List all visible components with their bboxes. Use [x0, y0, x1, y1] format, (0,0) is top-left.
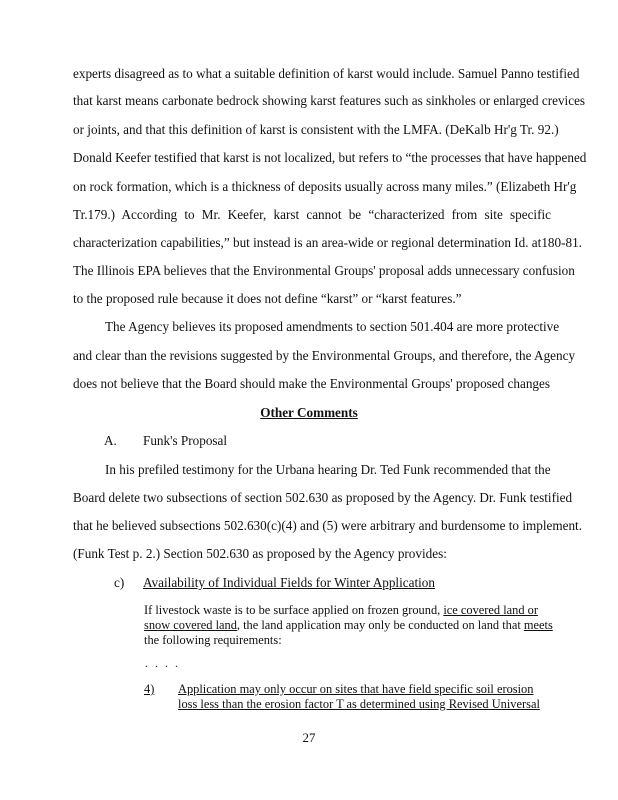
- paragraph-line: (Funk Test p. 2.) Section 502.630 as proposed by the Agency provides:: [73, 546, 447, 561]
- quote-text-underlined: meets: [523, 618, 553, 632]
- section-label: A.: [104, 433, 117, 448]
- quote-text: If livestock waste is to be surface applied on frozen ground,: [144, 603, 444, 617]
- paragraph-line: to the proposed rule because it does not define “karst” or “karst features.”: [73, 291, 462, 306]
- section-title: Funk's Proposal: [143, 433, 228, 448]
- quote-text: , the land application may only be conducted on land that: [236, 618, 524, 632]
- ellipsis: . . . .: [145, 656, 180, 670]
- quote-line: the following requirements:: [144, 633, 282, 647]
- paragraph-line: and clear than the revisions suggested by the Environmental Groups, and therefore, the Agency: [73, 348, 576, 363]
- paragraph-line: does not believe that the Board should make the Environmental Groups' proposed changes: [73, 376, 551, 391]
- paragraph-line: The Agency believes its proposed amendments to section 501.404 are more protective: [105, 319, 560, 334]
- paragraph-line: that karst means carbonate bedrock showing karst features such as sinkholes or enlarged crevices: [73, 93, 586, 108]
- paragraph-line: In his prefiled testimony for the Urbana hearing Dr. Ted Funk recommended that the: [105, 462, 551, 477]
- subsection-title: Availability of Individual Fields for Winter Application: [143, 575, 435, 590]
- paragraph-line: characterization capabilities,” but instead is an area-wide or regional determination Id. at180-81.: [73, 235, 582, 250]
- quote-line: Application may only occur on sites that have field specific soil erosion: [178, 682, 534, 696]
- paragraph-line: Tr.179.) According to Mr. Keefer, karst cannot be “characterized from site specific: [73, 207, 551, 222]
- quote-line: loss less than the erosion factor T as determined using Revised Universal: [178, 697, 540, 711]
- quote-line: [144, 618, 553, 633]
- paragraph-line: on rock formation, which is a thickness of deposits usually across many miles.” (Elizabeth Hr'g: [73, 179, 577, 194]
- quote-text-underlined: snow covered land: [144, 618, 237, 632]
- subsection-label: c): [114, 575, 125, 590]
- page-number: 27: [302, 730, 316, 745]
- paragraph-line: experts disagreed as to what a suitable definition of karst would include. Samuel Panno testified: [73, 66, 580, 81]
- paragraph-line: Donald Keefer testified that karst is not localized, but refers to “the processes that have happened: [73, 150, 587, 165]
- paragraph-line: The Illinois EPA believes that the Environmental Groups' proposal adds unnecessary confusion: [73, 263, 575, 278]
- paragraph-line: or joints, and that this definition of karst is consistent with the LMFA. (DeKalb Hr'g Tr. 92.): [73, 122, 559, 137]
- quote-text-underlined: ice covered land or: [443, 603, 538, 617]
- quote-line: [144, 603, 538, 618]
- paragraph-line: that he believed subsections 502.630(c)(4) and (5) were arbitrary and burdensome to implement.: [73, 518, 583, 533]
- item-number: 4): [144, 682, 155, 696]
- section-heading: Other Comments: [260, 405, 358, 420]
- paragraph-line: Board delete two subsections of section 502.630 as proposed by the Agency. Dr. Funk testified: [73, 490, 573, 505]
